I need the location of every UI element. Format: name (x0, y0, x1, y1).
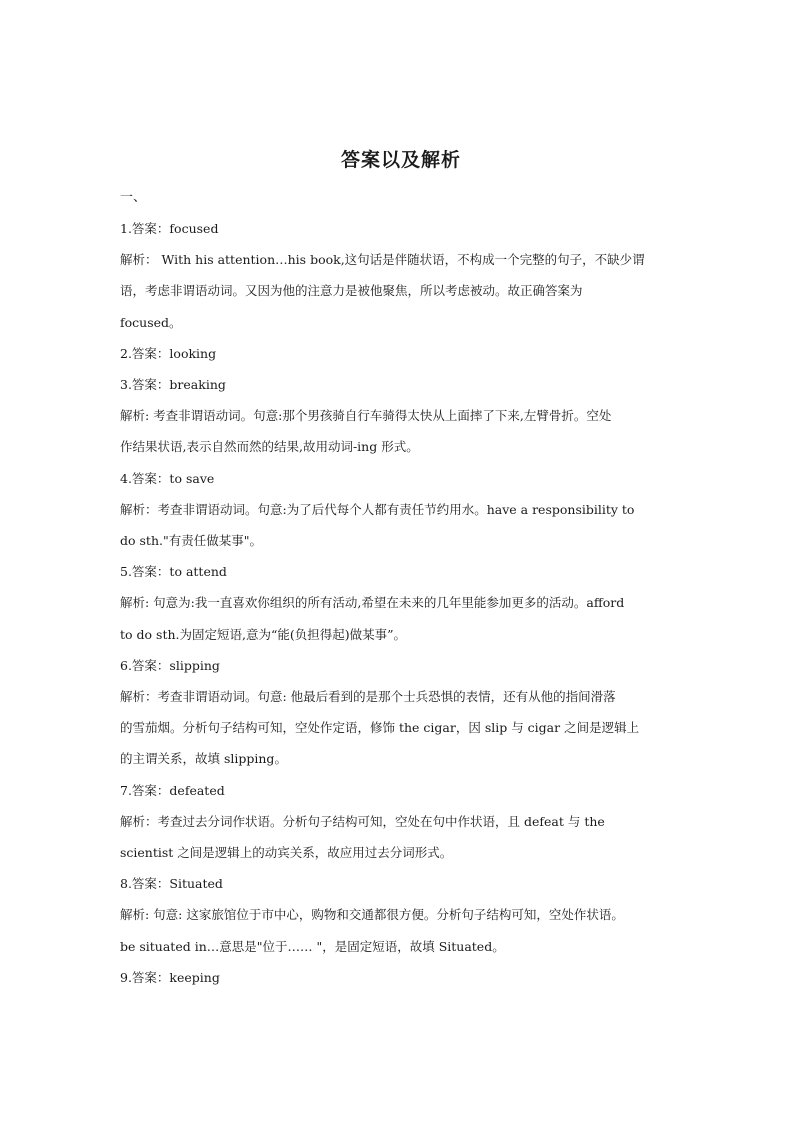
analysis-6-line-3: 的主谓关系，故填 slipping。 (120, 751, 287, 767)
analysis-1-line-1: 解析： With his attention…his book,这句话是伴随状语，不构成一个完整的句子，不缺少谓 (120, 252, 645, 268)
answer-3: 3.答案：breaking (120, 377, 226, 393)
analysis-3-line-1: 解析: 考查非谓语动词。句意:那个男孩骑自行车骑得太快从上面摔了下来,左臂骨折。空处 (120, 408, 612, 424)
page-title: 答案以及解析 (340, 149, 461, 171)
answer-2: 2.答案：looking (120, 345, 217, 361)
answer-1: 1.答案：focused (120, 221, 219, 236)
analysis-4-line-1: 解析：考查非谓语动词。句意:为了后代每个人都有责任节约用水。have a responsibility to (120, 501, 635, 517)
section-heading: 一、 (120, 190, 147, 205)
answer-6: 6.答案：slipping (120, 657, 220, 673)
analysis-4-line-2: do sth."有责任做某事"。 (120, 533, 262, 549)
analysis-5-line-1: 解析: 句意为:我一直喜欢你组织的所有活动,希望在未来的几年里能参加更多的活动。afford (120, 595, 625, 611)
answer-4: 4.答案：to save (120, 470, 215, 486)
answer-9: 9.答案：keeping (120, 969, 220, 985)
analysis-1-line-2: 语，考虑非谓语动词。又因为他的注意力是被他聚焦，所以考虑被动。故正确答案为 (120, 283, 583, 299)
analysis-8-line-2: be situated in…意思是"位于…… "，是固定短语，故填 Situated。 (120, 938, 505, 954)
answer-7: 7.答案：defeated (120, 782, 225, 798)
analysis-7-line-2: scientist 之间是逻辑上的动宾关系，故应用过去分词形式。 (120, 845, 453, 861)
answer-5: 5.答案：to attend (120, 564, 227, 580)
analysis-3-line-2: 作结果状语,表示自然而然的结果,故用动词-ing 形式。 (120, 439, 419, 455)
analysis-7-line-1: 解析：考查过去分词作状语。分析句子结构可知，空处在句中作状语，且 defeat 与 the (120, 813, 605, 829)
analysis-5-line-2: to do sth.为固定短语,意为“能(负担得起)做某事”。 (120, 626, 406, 642)
analysis-6-line-2: 的雪茄烟。分析句子结构可知，空处作定语，修饰 the cigar，因 slip 与 cigar 之间是逻辑上 (120, 720, 640, 736)
analysis-1-line-3: focused。 (120, 314, 182, 330)
analysis-6-line-1: 解析：考查非谓语动词。句意: 他最后看到的是那个士兵恐惧的表情，还有从他的指间滑落 (120, 689, 616, 705)
analysis-8-line-1: 解析: 句意: 这家旅馆位于市中心，购物和交通都很方便。分析句子结构可知，空处作状语。 (120, 907, 624, 923)
answer-8: 8.答案：Situated (120, 876, 223, 892)
